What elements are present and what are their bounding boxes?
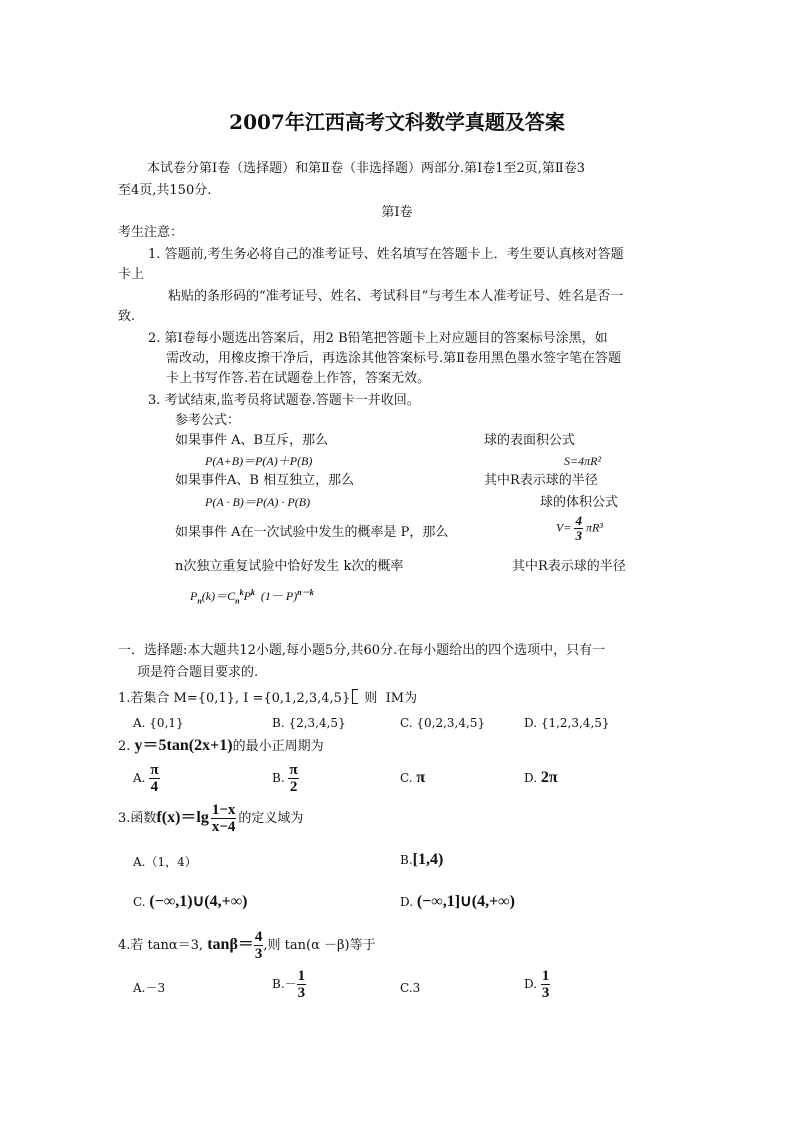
radius-label-1: 其中R表示球的半径 <box>484 473 598 488</box>
intro-line-2: 至4页,共150分. <box>118 183 212 198</box>
q3-option-a: A.（1，4） <box>133 855 197 869</box>
notice-item-2-line-1: 2. 第Ⅰ卷每小题选出答案后，用2 B铅笔把答题卡上对应题目的答案标号涂黑，如 <box>148 331 608 346</box>
notice-item-2-line-3: 卡上书写作答.若在试题卷上作答，答案无效。 <box>166 371 431 386</box>
formula-heading: 参考公式： <box>175 413 241 428</box>
notice-item-1-line-1: 1. 答题前,考生务必将自己的准考证号、姓名填写在答题卡上．考生要认真核对答题 <box>148 247 624 262</box>
notice-item-1-line-4: 致. <box>118 309 136 324</box>
q4-option-b: B.－ $\frac{1}{3}$ <box>272 968 306 1001</box>
q4-stem: 4.若 tanα＝3, tanβ＝ $\frac{4}{3}$ ,则 tan(α －β)等于 <box>118 929 376 962</box>
part1-line-2: 项是符合题目要求的. <box>137 665 259 680</box>
independent-label: 如果事件A、B 相互独立，那么 <box>175 473 355 488</box>
notice-item-3: 3. 考试结束,监考员将试题卷.答题卡一并收回。 <box>148 393 420 408</box>
section-heading: 第Ⅰ卷 <box>381 205 413 220</box>
q1-option-b: B. {2,3,4,5} <box>272 716 346 730</box>
q3-stem: 3.函数f(x)＝lg $\frac{1-x}{x-4}$ 的定义域为 <box>118 802 304 835</box>
notice-item-2-line-2: 需改动，用橡皮擦干净后，再选涂其他答案标号.第Ⅱ卷用黑色墨水签字笔在答题 <box>166 351 621 366</box>
sphere-volume-formula: V= $\frac{4}{3}$ πR³ <box>556 513 603 543</box>
q3-option-c: C. (−∞,1)∪(4,+∞) <box>133 893 248 910</box>
sphere-volume-label: 球的体积公式 <box>540 495 619 510</box>
q4-option-a: A.－3 <box>133 981 166 995</box>
radius-label-2: 其中R表示球的半径 <box>512 559 626 574</box>
mutex-label: 如果事件 A、B互斥，那么 <box>175 433 329 448</box>
sphere-area-formula: S=4πR² <box>564 454 602 468</box>
mutex-formula: P(A+B)＝P(A)＋P(B) <box>205 454 313 468</box>
intro-line-1: 本试卷分第Ⅰ卷（选择题）和第Ⅱ卷（非选择题）两部分.第Ⅰ卷1至2页,第Ⅱ卷3 <box>147 161 586 176</box>
independent-formula: P(A · B)＝P(A) · P(B) <box>205 495 311 509</box>
q1-option-a: A. {0,1} <box>133 716 184 730</box>
q1-option-c: C. {0,2,3,4,5} <box>400 716 486 730</box>
notice-item-1-line-2: 卡上 <box>118 267 145 282</box>
q2-option-a: A. $\frac{\pi}{4}$ <box>133 762 159 795</box>
sphere-area-label: 球的表面积公式 <box>484 433 576 448</box>
q2-option-d: D. 2π <box>524 769 558 786</box>
q2-option-c: C. π <box>400 769 426 786</box>
notice-item-1-line-3: 粘贴的条形码的“准考证号、姓名、考试科目”与考生本人准考证号、姓名是否一 <box>168 289 624 304</box>
q3-option-b: B.[1,4) <box>400 851 444 868</box>
q1-stem: 1.若集合 M={0,1}, I ={0,1,2,3,4,5} 则 IM为 <box>118 691 418 706</box>
q2-option-b: B. $\frac{\pi}{2}$ <box>272 762 298 795</box>
part1-line-1: 一．选择题:本大题共12小题,每小题5分,共60分.在每小题给出的四个选项中，只有一 <box>118 643 606 658</box>
q1-option-d: D. {1,2,3,4,5} <box>524 716 610 730</box>
q4-option-c: C.3 <box>400 981 421 995</box>
binomial-label: n次独立重复试验中恰好发生 k次的概率 <box>175 559 404 574</box>
q4-option-d: D. $\frac{1}{3}$ <box>524 968 550 1001</box>
q3-option-d: D. (−∞,1]∪(4,+∞) <box>400 893 515 910</box>
q2-stem: 2. y＝5tan(2x+1)的最小正周期为 <box>118 737 324 754</box>
binomial-formula: $P_n(k)=C_n^kP^k$ $(1- P)^{n-k}$ <box>190 588 314 606</box>
once-probability-label: 如果事件 A在一次试验中发生的概率是 P，那么 <box>175 525 449 540</box>
complement-symbol-icon <box>352 689 358 704</box>
notice-heading: 考生注意： <box>118 225 184 240</box>
page-title: 2007年江西高考文科数学真题及答案 <box>229 110 565 134</box>
